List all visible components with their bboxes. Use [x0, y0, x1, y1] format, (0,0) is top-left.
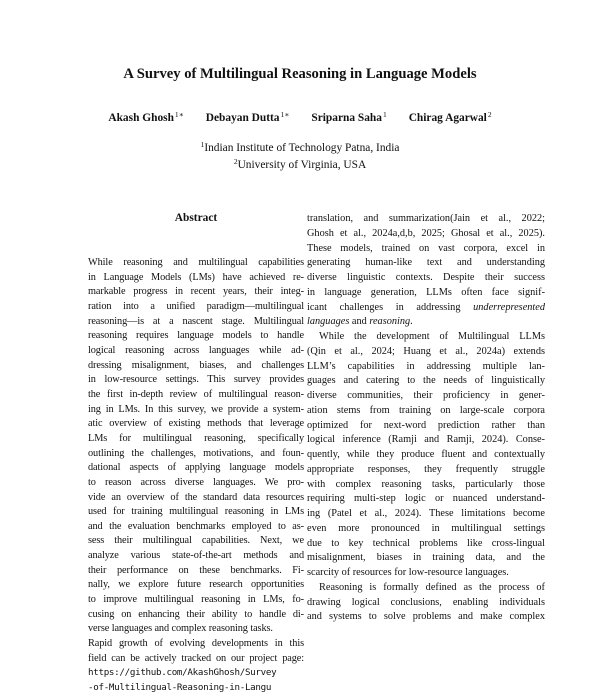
- project-url-link[interactable]: -of-Multilingual-Reasoning-in-Langu: [88, 682, 272, 694]
- body-line: guages and catering to the needs of linguistically: [307, 375, 545, 387]
- body-line: appropriate responses, they frequently struggle: [307, 463, 545, 475]
- body-line: scarcity of resources for low-resource languages.: [307, 567, 509, 578]
- abstract-line: to reason across diverse languages. We pro-: [88, 476, 304, 488]
- abstract-line: dressing misalignment, biases, and challenges: [88, 359, 304, 371]
- abstract-line: analyze various state-of-the-art methods and: [88, 550, 304, 562]
- abstract-line: to improve multilingual reasoning in LMs, fo-: [88, 594, 304, 606]
- body-line: LLM’s capabilities in addressing multiple lan-: [307, 360, 545, 372]
- author-3: Sriparna Saha$^1$: [311, 110, 387, 124]
- abstract-line: ration into a unified paradigm—multilingual: [88, 300, 304, 312]
- author-1: Akash Ghosh$^{1∗}$: [108, 110, 184, 124]
- paper-title: A Survey of Multilingual Reasoning in Language Models: [123, 66, 477, 82]
- body-line: While the development of Multilingual LLMs: [319, 331, 545, 342]
- body-line: logical inference (Ramji and Ramji, 2024). Conse-: [307, 434, 545, 446]
- affiliation-1: $^1$Indian Institute of Technology Patna, India: [200, 140, 400, 154]
- body-line: translation, and summarization(Jain et al., 2022;: [307, 213, 545, 224]
- body-line: These models, trained on vast corpora, excel in: [307, 242, 545, 254]
- body-line: generating human-like text and understanding: [307, 257, 545, 269]
- body-line: languages and reasoning.: [307, 316, 413, 328]
- abstract-body: [88, 256, 304, 696]
- body-line: Reasoning is formally defined as the process of: [319, 581, 545, 593]
- body-line: icant challenges in addressing underrepresented: [307, 301, 545, 313]
- abstract-line: the first in-depth review of multilingual reason-: [88, 388, 304, 400]
- abstract-line: field can be actively tracked on our project page:: [88, 652, 304, 664]
- abstract-line: While reasoning and multilingual capabilities: [88, 257, 304, 268]
- affiliation-2: $^2$University of Virginia, USA: [233, 157, 367, 171]
- intro-body: [307, 212, 545, 625]
- abstract-line: in low-resource settings. This survey provides: [88, 374, 304, 386]
- italic-term: reasoning: [369, 316, 411, 328]
- body-line: ing (Patel et al., 2024). These limitations become: [307, 508, 545, 519]
- abstract-line: vide an overview of the standard data resources: [88, 491, 304, 503]
- abstract-line: their performance on these benchmarks. Fi-: [88, 564, 304, 576]
- body-line: diverse communities, their proficiency in gener-: [307, 390, 545, 401]
- body-line: ation stems from training on large-scale corpora: [307, 404, 545, 416]
- abstract-heading: Abstract: [174, 212, 218, 224]
- abstract-line: verse languages and complex reasoning tasks.: [88, 623, 273, 635]
- body-line: (Qin et al., 2024; Huang et al., 2024a) extends: [307, 345, 545, 357]
- abstract-line: reasoning—is at a nascent stage. Multilingual: [88, 315, 304, 327]
- abstract-line: dational aspects of applying language models: [88, 462, 304, 474]
- body-line: requiring multi-step logic or nuanced understand-: [307, 493, 545, 505]
- body-line: misalignment, biases in training data, and the: [307, 552, 545, 564]
- body-line: due to key technical problems like cross-lingual: [307, 537, 545, 549]
- author-list: [0, 110, 600, 124]
- abstract-line: atic overview of existing methods that leverage: [88, 418, 304, 430]
- body-line: drawing logical conclusions, enabling individuals: [307, 596, 545, 608]
- body-line: even more pronounced in multilingual settings: [307, 522, 545, 534]
- abstract-line: LMs for multilingual reasoning, specifically: [88, 432, 304, 444]
- body-line: and systems to solve problems and make complex: [307, 611, 545, 623]
- abstract-line: Rapid growth of evolving developments in this: [88, 638, 304, 650]
- affiliations: [0, 138, 600, 172]
- abstract-line: reasoning requires language models to handle: [88, 330, 304, 342]
- italic-term: languages: [307, 316, 350, 328]
- body-line: optimized for next-word prediction rather than: [307, 419, 545, 431]
- abstract-line: logical reasoning across languages while ad-: [88, 344, 304, 356]
- abstract-line: sess their multilingual capabilities. Next, we: [88, 535, 304, 547]
- abstract-line: used for training multilingual reasoning in LMs: [88, 506, 304, 518]
- abstract-line: cusing on enhancing their ability to handle di-: [88, 608, 304, 620]
- body-line: Ghosh et al., 2024a,d,b, 2025; Ghosal et al., 2025).: [307, 227, 545, 239]
- body-line: with complex reasoning tasks, particularly those: [307, 478, 545, 490]
- italic-term: underrepresented: [473, 301, 545, 313]
- author-4: Chirag Agarwal$^2$: [408, 110, 492, 124]
- project-url-link[interactable]: https://github.com/AkashGhosh/Survey: [88, 667, 277, 679]
- abstract-line: ing in LMs. In this survey, we provide a system-: [88, 403, 304, 415]
- abstract-line: markable progress in recent years, their integ-: [88, 286, 304, 298]
- abstract-line: nally, we explore future research opportunities: [88, 579, 304, 591]
- body-line: diverse linguistic contexts. Despite their success: [307, 272, 545, 283]
- body-line: quently, while they produce fluent and contextually: [307, 449, 545, 460]
- abstract-line: in Language Models (LMs) have achieved re-: [88, 271, 304, 283]
- author-2: Debayan Dutta$^{1∗}$: [205, 110, 290, 124]
- body-line: in language generation, LLMs often face signif-: [307, 286, 545, 298]
- abstract-line: outlining the challenges, motivations, and foun-: [88, 447, 304, 459]
- abstract-line: and the evaluation benchmarks employed to as-: [88, 520, 304, 532]
